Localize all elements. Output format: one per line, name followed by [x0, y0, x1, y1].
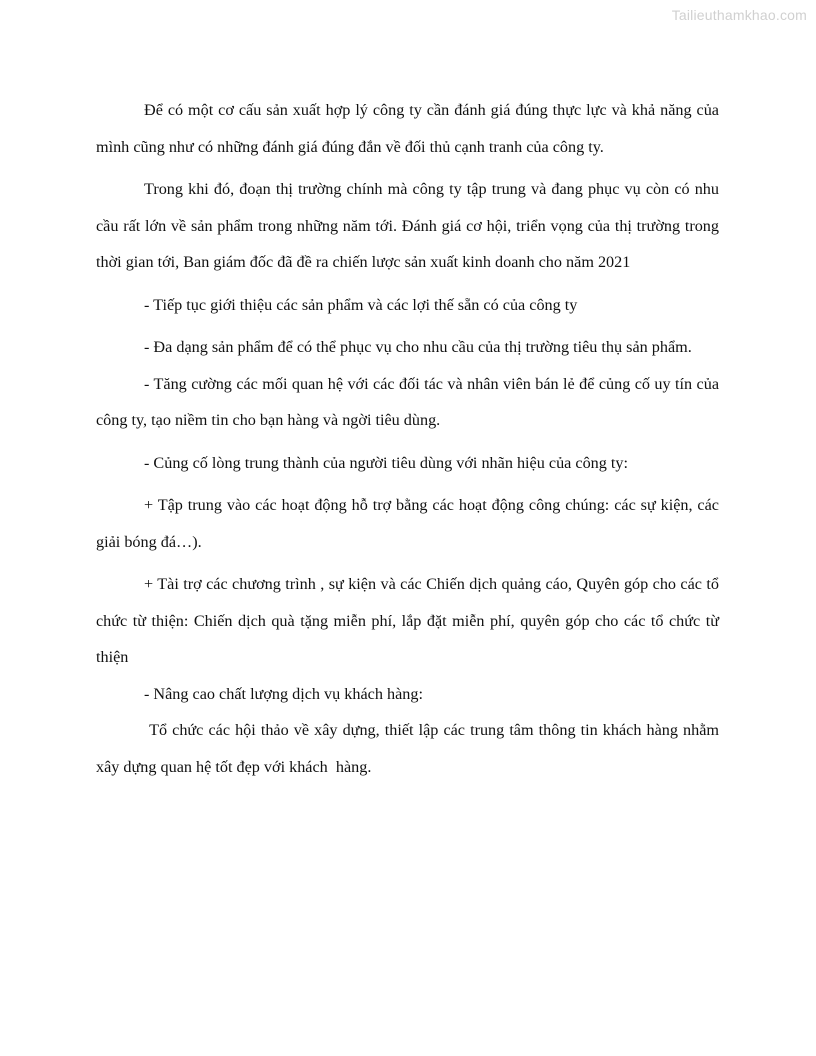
bullet-introduce-products: - Tiếp tục giới thiệu các sản phẩm và các lợi thế sẵn có của công ty: [144, 295, 578, 314]
paragraph-workshops: Tổ chức các hội thảo về xây dựng, thiết lập các trung tâm thông tin khách hàng nhằm xây dựng quan hệ tốt đẹp với khách hàng.: [96, 721, 724, 776]
document-body: [96, 92, 724, 785]
watermark-text: Tailieuthamkhao.com: [671, 7, 807, 23]
paragraph-2: Trong khi đó, đoạn thị trường chính mà công ty tập trung và đang phục vụ còn có nhu cầu rất lớn về sản phẩm trong những năm tới. Đánh giá cơ hội, triển vọng của thị trường trong thời gian tới, Ban giám đốc đã đề ra chiến lược sản xuất kinh doanh cho năm 2021: [96, 180, 719, 271]
paragraph-1: Để có một cơ cấu sản xuất hợp lý công ty cần đánh giá đúng thực lực và khả năng của mình cũng như có những đánh giá đúng đắn về đối thủ cạnh tranh của công ty.: [96, 101, 719, 156]
bullet-strengthen-relations: - Tăng cường các mối quan hệ với các đối tác và nhân viên bán lẻ để củng cố uy tín của công ty, tạo niềm tin cho bạn hàng và ngời tiêu dùng.: [96, 374, 719, 429]
bullet-service-quality: - Nâng cao chất lượng dịch vụ khách hàng:: [144, 684, 423, 703]
plus-focus-pr: + Tập trung vào các hoạt động hỗ trợ bằng các hoạt động công chúng: các sự kiện, các giải bóng đá…).: [96, 496, 719, 551]
bullet-diversify-products: - Đa dạng sản phẩm để có thể phục vụ cho nhu cầu của thị trường tiêu thụ sản phẩm.: [144, 338, 692, 356]
bullet-loyalty: - Củng cố lòng trung thành của người tiêu dùng với nhãn hiệu của công ty:: [144, 453, 628, 472]
plus-sponsorship: + Tài trợ các chương trình , sự kiện và các Chiến dịch quảng cáo, Quyên góp cho các tổ chức từ thiện: Chiến dịch quà tặng miễn phí, lắp đặt miễn phí, quyên góp cho các tổ chức từ thiện: [96, 575, 719, 666]
